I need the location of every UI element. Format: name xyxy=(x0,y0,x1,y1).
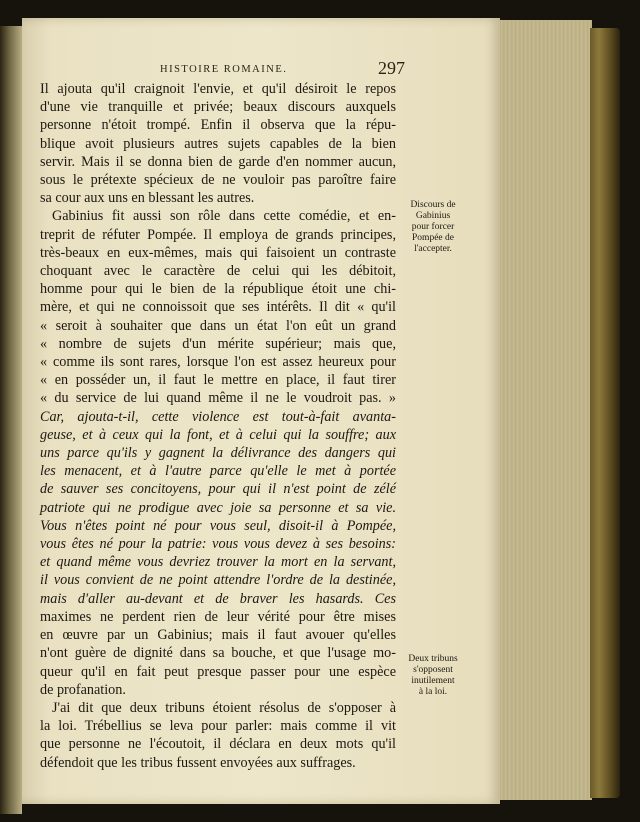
italic-text-line: il vous convient de ne point attendre l'ordre de la destinée, xyxy=(40,572,396,589)
text-line: la loi. Trébellius se leva pour parler: mais comme il vit xyxy=(40,718,396,735)
text-line: d'une vie tranquille et privée; beaux discours auxquels xyxy=(40,99,396,116)
italic-text-line: et quand même vous devriez trouver la mort en la servant, xyxy=(40,554,396,571)
body-text xyxy=(40,80,396,772)
italic-text-line: les menacent, et à l'autre parce qu'elle le met à portée xyxy=(40,463,396,480)
running-head: HISTOIRE ROMAINE. xyxy=(160,64,288,75)
italic-text-line: uns parce qu'ils y gagnent la délivrance des dangers qui xyxy=(40,445,396,462)
text-line: n'ont guère de dignité dans sa bouche, et que l'usage mo- xyxy=(40,645,396,662)
text-line: « comme ils sont rares, lorsque l'on est assez heureux pour xyxy=(40,354,396,371)
book-cover xyxy=(590,28,620,798)
text-line: queur qu'il en fait peut presque passer pour une espèce xyxy=(40,663,396,680)
margin-note-gabinius xyxy=(398,200,468,255)
margin-note-line: Pompée de xyxy=(412,233,454,243)
page-block-edges xyxy=(500,20,592,800)
margin-note-tribuns xyxy=(398,654,468,698)
text-line: mère, et qui ne connoissoit que ses intérêts. Il dit « qu'il xyxy=(40,299,396,316)
margin-note-line: Gabinius xyxy=(415,211,451,221)
italic-text-line: Vous n'êtes point né pour vous seul, disoit-il à Pompée, xyxy=(40,517,396,534)
margin-note-line: Discours de xyxy=(410,200,456,210)
margin-note-line: l'accepter. xyxy=(414,244,452,254)
italic-text-line: patriote qui ne prodigue avec joie sa personne et sa vie. xyxy=(40,499,396,516)
text-line: treprit de réfuter Pompée. Il employa de grands principes, xyxy=(40,226,396,243)
text-line: blique avoit plusieurs autres sujets capables de la bien xyxy=(40,135,396,152)
text-line: que personne ne l'écoutoit, il déclara en deux mots qu'il xyxy=(40,736,396,753)
italic-text-line: mais d'aller au-devant et de braver les hasards. Ces xyxy=(40,590,396,607)
text-line: homme pour qui le bien de la république étoit une chi- xyxy=(40,281,396,298)
text-line: Gabinius fit aussi son rôle dans cette comédie, et en- xyxy=(52,208,396,225)
text-line: « nombre de sujets d'un mérite supérieur; mais que, xyxy=(40,335,396,352)
text-line: J'ai dit que deux tribuns étoient résolus de s'opposer à xyxy=(52,699,396,716)
italic-text-line: de sauver ses concitoyens, pour qui il n'est point de zélé xyxy=(40,481,396,498)
text-line: personne n'étoit trompé. Enfin il observa que la répu- xyxy=(40,117,396,134)
text-line: Il ajouta qu'il craignoit l'envie, et qu'il désiroit le repos xyxy=(40,81,396,97)
page-number: 297 xyxy=(378,58,405,78)
text-line: défendoit que les tribus fussent envoyées aux suffrages. xyxy=(40,754,356,771)
facing-page-edge xyxy=(0,26,22,814)
text-line: maximes ne perdent rien de leur vérité pour être mises xyxy=(40,608,396,625)
text-line: en œuvre par un Gabinius; mais il faut avouer qu'elles xyxy=(40,627,396,644)
margin-note-line: s'opposent xyxy=(413,665,453,675)
text-line: « du service de lui quand même il ne le voudroit pas. » xyxy=(40,390,396,407)
text-line: choquant avec le caractère de celui qui les débitoit, xyxy=(40,263,396,280)
text-line: sa cour aux uns en blessant les autres. xyxy=(40,190,255,207)
text-line: servir. Mais il se donna bien de garde d'en nommer aucun, xyxy=(40,153,396,170)
text-line: très-beaux en eux-mêmes, mais qui faisoient un contraste xyxy=(40,244,396,261)
margin-note-line: Deux tribuns xyxy=(408,654,458,664)
italic-text-line: Car, ajouta-t-il, cette violence est tout-à-fait avanta- xyxy=(40,408,396,425)
text-line: sous le prétexte spécieux de ne vouloir pas paroître faire xyxy=(40,172,396,189)
text-line: de profanation. xyxy=(40,681,126,698)
text-line: « seroit à souhaiter que dans un état l'on eût un grand xyxy=(40,317,396,334)
margin-note-line: inutilement xyxy=(411,676,455,686)
margin-note-line: pour forcer xyxy=(411,222,455,232)
text-line: « en posséder un, il faut le mettre en place, il faut tirer xyxy=(40,372,396,389)
margin-note-line: à la loi. xyxy=(418,687,448,697)
italic-text-line: vous êtes né pour la patrie: vous vous devez à ses besoins: xyxy=(40,536,396,553)
italic-text-line: geuse, et à ceux qui la font, et à celui qui la souffre; aux xyxy=(40,426,396,443)
